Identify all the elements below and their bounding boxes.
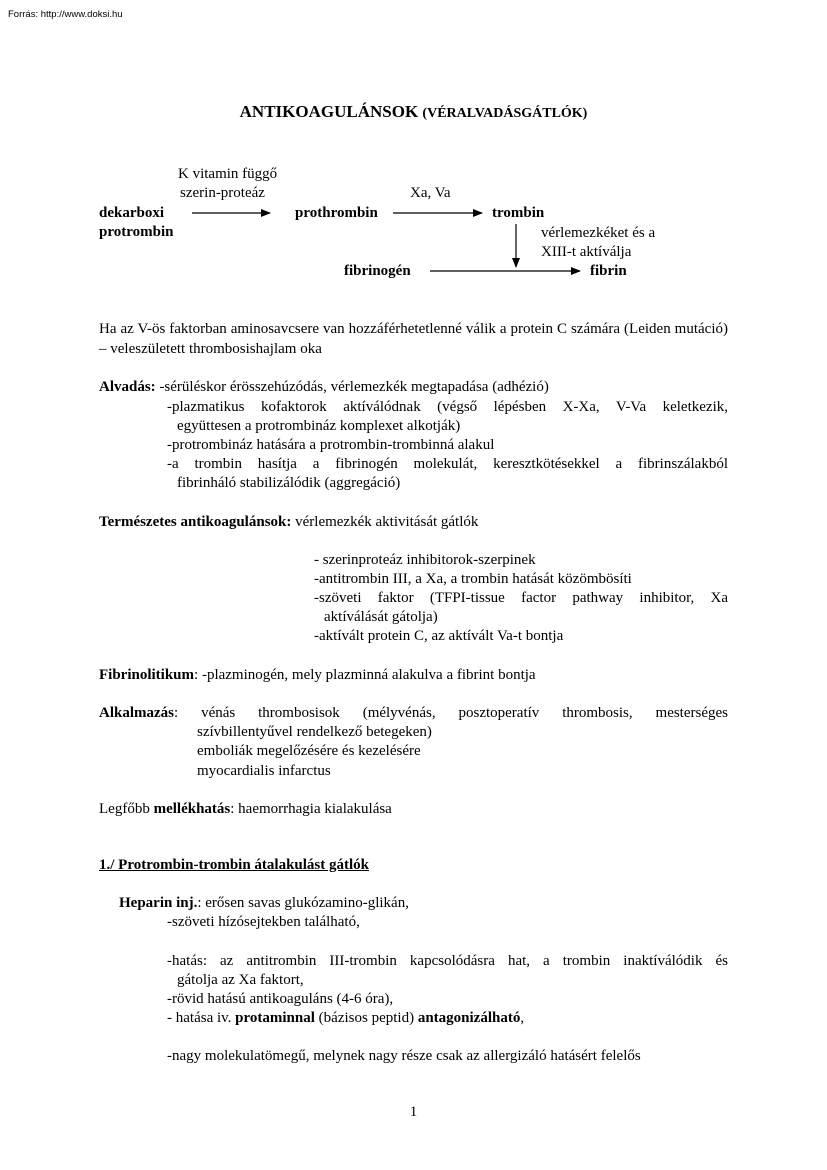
heparin-hatas-1: -hatás: az antitrombin III-trombin kapcsolódásra hat, a trombin inaktíválódik és — [167, 953, 728, 969]
trombin-label: trombin — [492, 205, 545, 221]
heparin-text: : erősen savas glukózamino-glikán, — [197, 895, 409, 911]
heparin-protamin-line — [167, 1009, 524, 1027]
termeszetes-text: vérlemezkék aktivitását gátlók — [295, 514, 479, 530]
mellekhatas-label: mellékhatás — [153, 801, 231, 817]
protamin-prefix: - hatása iv. — [167, 1010, 236, 1026]
termeszetes-item-1: - szerinproteáz inhibitorok-szerpinek — [314, 552, 536, 568]
alkalmazas-line-2: szívbillentyűvel rendelkező betegeken) — [197, 724, 432, 740]
protamin-end: , — [520, 1010, 525, 1026]
mellekhatas-line — [99, 800, 392, 818]
alvadas-label: Alvadás: — [99, 379, 156, 395]
section1-heading: 1./ Protrombin-trombin átalakulást gátlók — [99, 857, 370, 873]
prothrombin-label: prothrombin — [295, 205, 378, 221]
termeszetes-item-2: -antitrombin III, a Xa, a trombin hatását közömbösíti — [314, 571, 632, 587]
enzyme-label-1: K vitamin függő — [178, 166, 278, 182]
page-number: 1 — [409, 1104, 418, 1120]
alvadas-line-1 — [99, 378, 549, 396]
protamin-mid: (bázisos peptid) — [314, 1010, 418, 1026]
alvadas-item-4: -a trombin hasítja a fibrinogén molekulát, keresztkötésekkel a fibrinszálakból — [167, 456, 728, 472]
termeszetes-item-3: -szöveti faktor (TFPI-tissue factor pathway inhibitor, Xa — [314, 590, 728, 606]
fibrin-label: fibrin — [590, 263, 627, 279]
decarboxy-label-2: protrombin — [99, 224, 174, 240]
alvadas-item-2: -plazmatikus kofaktorok aktíválódnak (végső lépésben X-Xa, V-Va keletkezik, — [167, 399, 728, 415]
termeszetes-label: Természetes antikoagulánsok: — [99, 514, 292, 530]
alvadas-item-1: -sérüléskor érösszehúzódás, vérlemezkék megtapadása (adhézió) — [159, 379, 549, 395]
fibrinolitikum-text: : -plazminogén, mely plazminná alakulva a fibrint bontja — [194, 667, 536, 683]
source-label: Forrás: http://www.doksi.hu — [8, 9, 123, 20]
fibrinolitikum-line — [99, 666, 536, 684]
title-sub: (VÉRALVADÁSGÁTLÓK) — [422, 106, 588, 121]
alkalmazas-line-4: myocardialis infarctus — [197, 763, 331, 779]
antagonizalhato-bold: antagonizálható — [417, 1010, 521, 1026]
enzyme-label-2: szerin-proteáz — [180, 185, 265, 201]
heparin-hatas-2: gátolja az Xa faktort, — [177, 972, 304, 988]
termeszetes-item-3b: aktíválását gátolja) — [324, 609, 438, 625]
platelet-label-2: XIII-t aktíválja — [541, 244, 632, 260]
alvadas-item-4b: fibrinháló stabilizálódik (aggregáció) — [177, 475, 401, 491]
heparin-nagy: -nagy molekulatömegű, melynek nagy része csak az allergizáló hatásért felelős — [167, 1048, 641, 1064]
alkalmazas-text-1: : vénás thrombosisok (mélyvénás, posztoperatív thrombosis, mesterséges — [174, 705, 728, 721]
alvadas-item-3: -protrombináz hatására a protrombin-trombinná alakul — [167, 437, 495, 453]
alkalmazas-label: Alkalmazás — [99, 705, 174, 721]
alkalmazas-line-3: emboliák megelőzésére és kezelésére — [197, 743, 421, 759]
termeszetes-item-4: -aktívált protein C, az aktívált Va-t bontja — [314, 628, 564, 644]
mellekhatas-text: : haemorrhagia kialakulása — [230, 801, 392, 817]
alkalmazas-line-1 — [99, 704, 728, 722]
fibrinolitikum-label: Fibrinolitikum — [99, 667, 195, 683]
heparin-rovid: -rövid hatású antikoaguláns (4-6 óra), — [167, 991, 394, 1007]
title-main: ANTIKOAGULÁNSOK — [239, 102, 419, 121]
diagram-arrows — [0, 0, 827, 300]
protamin-bold: protaminnal — [235, 1010, 315, 1026]
heparin-line-2: -szöveti hízósejtekben található, — [167, 914, 360, 930]
mellekhatas-prefix: Legfőbb — [99, 801, 154, 817]
fibrinogen-label: fibrinogén — [344, 263, 411, 279]
heparin-label: Heparin inj. — [119, 895, 198, 911]
platelet-label-1: vérlemezkéket és a — [541, 225, 656, 241]
decarboxy-label-1: dekarboxi — [99, 205, 165, 221]
factors-label: Xa, Va — [410, 185, 451, 201]
alvadas-item-2b: együttesen a protrombináz komplexet alkotják) — [177, 418, 461, 434]
leiden-paragraph: Ha az V-ös faktorban aminosavcsere van hozzáférhetetlenné válik a protein C számára (Leiden mutáció) – veleszületett thrombosishajlam oka — [99, 321, 728, 357]
heparin-line-1 — [119, 894, 409, 912]
termeszetes-line — [99, 513, 478, 531]
